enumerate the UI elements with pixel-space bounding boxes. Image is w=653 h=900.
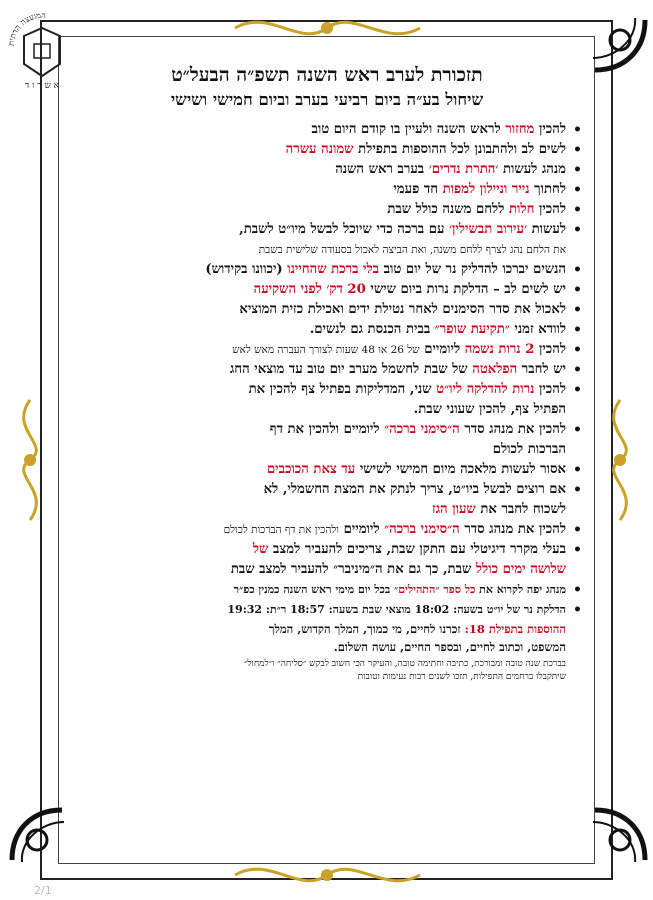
item-b: חד פעמי — [393, 182, 443, 197]
gold-ornament-bottom — [230, 855, 425, 895]
bullet-icon: • — [573, 302, 582, 318]
item-r: נרות להדלקה ליו״ט — [436, 382, 535, 397]
item-b: ליומיים ולהכין את דף — [269, 422, 385, 437]
bullet-icon: • — [573, 462, 582, 478]
bullet-icon: • — [573, 142, 582, 158]
bullet-icon: • — [573, 322, 582, 338]
reminder-item — [68, 380, 586, 420]
bullet-icon: • — [573, 482, 582, 498]
flyer-content — [68, 60, 586, 684]
item-a: להכין — [534, 122, 566, 137]
bullet-icon: • — [573, 262, 582, 278]
bullet-icon: • — [573, 362, 582, 378]
item-b: ללחם משנה כולל שבת — [387, 202, 509, 217]
reminder-item — [68, 120, 586, 140]
item-a: להכין — [534, 382, 566, 397]
item-b: בכל יום מימי ראש השנה כמנין כפ״ר — [233, 583, 395, 596]
reminder-item — [68, 180, 586, 200]
flyer-subtitle: שיחול בע״ה ביום רביעי בערב וביום חמישי ושישי — [170, 90, 484, 109]
item-a: אם רוצים לבשל ביו״ט, צריך לנתק את המצת החשמלי, לא — [263, 482, 566, 497]
item-r: כל ספר ״התהילים״ — [394, 583, 476, 596]
page-number: 2/1 — [34, 884, 52, 897]
reminder-item — [68, 220, 586, 260]
item-a: לשים לב ולהתבונן לכל ההוספות בתפילת — [353, 142, 566, 157]
item-b: לראש השנה ולעיין בו קודם היום טוב — [311, 122, 506, 137]
prayer-additions-text-2: המשפט, וכתוב לחיים, ובספר החיים, עושה השלום. — [333, 640, 566, 654]
gold-ornament-top — [230, 8, 425, 48]
item-b: שני, המדליקות בפתיל צף להכין את — [248, 382, 437, 397]
corner-ornament-bottom-right — [585, 800, 653, 870]
bullet-icon: • — [573, 182, 582, 198]
blessing-line-1: בברכת שנה טובה ומבורכת, כתיבה וחתימה טובה, והעיקר הכי חשוב לבקש ״סליחה״ ו״למחול״ — [243, 659, 566, 669]
bullet-icon: • — [573, 542, 582, 558]
item-a: מנהג יפה לקרוא את — [475, 583, 566, 596]
item-r: עד צאת הכוכבים — [266, 462, 356, 477]
item-r: חלות — [508, 202, 535, 217]
item-r: הפלאטה — [472, 362, 518, 377]
item-a: לעשות — [527, 222, 566, 237]
item-a: הדלקת נר של יו״ט בשעה: 18:02 מוצאי שבת בשעה: 18:57 ר״ת: 19:32 — [227, 603, 566, 616]
item-b: ליומיים — [338, 522, 385, 537]
item-b: בבית הכנסת גם לנשים. — [309, 322, 435, 337]
reminder-item — [68, 480, 586, 520]
item-c2: לשכוח לחבר את — [475, 502, 566, 517]
reminder-item — [68, 200, 586, 220]
item-c: את הלחם נהג לצרף ללחם משנה, ואת הביצה לאכול בסעודה שלישית בשבת — [258, 244, 566, 256]
prayer-additions-label: ההוספות בתפילת 18: — [464, 622, 566, 636]
item-a: יש לחבר — [517, 362, 566, 377]
item-r2: שעון הגז — [432, 502, 476, 517]
item-s: ולהכין את דף הברכות לכולם — [223, 524, 339, 536]
reminder-item — [68, 140, 586, 160]
reminder-item — [68, 460, 586, 480]
item-c2: הפתיל צף, להכין שעוני שבת. — [413, 402, 566, 417]
bullet-icon: • — [573, 342, 582, 358]
item-b: (יכוונו בקידוש) — [205, 262, 288, 277]
item-r: בלי ברכת שהחיינו — [287, 262, 380, 277]
bullet-icon: • — [573, 162, 582, 178]
reminder-item — [68, 420, 586, 460]
flyer-title: תזכורת לערב ראש השנה תשפ״ה הבעל״ט — [171, 64, 483, 86]
item-a: לאכול את סדר הסימנים לאחר נטילת ידים ואכילת כזית המוציא — [239, 302, 566, 317]
corner-ornament-bottom-left — [2, 800, 72, 870]
gold-ornament-right — [598, 395, 642, 525]
blessing-footer — [68, 658, 586, 684]
item-a: לחתוך — [529, 182, 566, 197]
item-a: להכין — [534, 342, 566, 357]
bullet-icon: • — [573, 122, 582, 138]
prayer-additions — [68, 620, 586, 656]
reminder-item — [68, 360, 586, 380]
item-r: מחזור — [505, 122, 535, 137]
reminder-item — [68, 320, 586, 340]
item-b: בערב ראש השנה — [335, 162, 429, 177]
reminder-item — [68, 280, 586, 300]
bullet-icon: • — [573, 282, 582, 298]
bullet-icon: • — [573, 522, 582, 538]
item-r: נייר וניילון למפות — [442, 182, 530, 197]
bullet-icon: • — [573, 582, 582, 598]
blessing-line-2: שיתקבלו ברחמים התפילות, תזכו לשנים רבות נעימות וטובות — [357, 672, 566, 682]
reminder-item — [68, 520, 586, 540]
bullet-icon: • — [573, 222, 582, 238]
item-r: של — [252, 542, 269, 557]
item-b: של שבת לחשמל מערב יום טוב עד מוצאי החג — [229, 362, 473, 377]
item-r: 20 דק׳ לפני השקיעה — [253, 282, 366, 297]
gold-ornament-left — [8, 395, 52, 525]
reminder-item — [68, 340, 586, 360]
prayer-additions-text: זכרנו לחיים, מי כמוך, המלך הקדוש, המלך — [268, 622, 465, 636]
item-r: 2 נרות נשמה — [464, 342, 535, 357]
item-r: ׳עירוב תבשילין׳ — [449, 222, 528, 237]
item-a: בעלי מקרר דיגיטלי עם התקן שבת, צריכים להעביר למצב — [268, 542, 566, 557]
svg-text:א ש ד ו ד: א ש ד ו ד — [24, 81, 60, 91]
item-a: להכין — [534, 202, 566, 217]
item-a: יש לשים לב – הדלקת נרות ביום שישי — [365, 282, 566, 297]
item-r: ה״סימני ברכה״ — [384, 422, 460, 437]
item-s: של 26 או 48 שעות לצורך העברה מאש לאש — [232, 344, 420, 356]
item-a: מנהג לעשות — [498, 162, 566, 177]
svg-text:המועצה הדתית: המועצה הדתית — [6, 10, 47, 47]
item-a: לוודא זמני — [509, 322, 566, 337]
item-r: ה״סימני ברכה״ — [384, 522, 460, 537]
bullet-icon: • — [573, 202, 582, 218]
bullet-icon: • — [573, 382, 582, 398]
reminder-list — [68, 120, 586, 620]
reminder-item — [68, 160, 586, 180]
item-c3: שבת, כך גם את ה״מיניבר״ להעביר למצב שבת — [230, 562, 476, 577]
reminder-item — [68, 540, 586, 580]
item-a: להכין את מנהג סדר — [459, 522, 566, 537]
item-a: להכין את מנהג סדר — [459, 422, 566, 437]
item-a: אסור לעשות מלאכה מיום חמישי לשישי — [355, 462, 566, 477]
item-b: עם ברכה כדי שיוכל לבשל מיו״ט לשבת, — [239, 222, 450, 237]
reminder-item — [68, 600, 586, 620]
item-b: ליומיים — [419, 342, 465, 357]
item-r: ׳התרת נדרים׳ — [428, 162, 499, 177]
corner-ornament-top-right — [585, 10, 653, 80]
item-r3: שלושה ימים כולל — [475, 562, 566, 577]
reminder-item — [68, 260, 586, 280]
item-r: שמונה עשרה — [285, 142, 354, 157]
item-a: הנשים יברכו להדליק נר של יום טוב — [379, 262, 566, 277]
item-c2: הברכות לכולם — [492, 442, 566, 457]
bullet-icon: • — [573, 602, 582, 618]
reminder-item — [68, 580, 586, 600]
bullet-icon: • — [573, 422, 582, 438]
reminder-item — [68, 300, 586, 320]
item-r: ״תקיעת שופר״ — [434, 322, 510, 337]
